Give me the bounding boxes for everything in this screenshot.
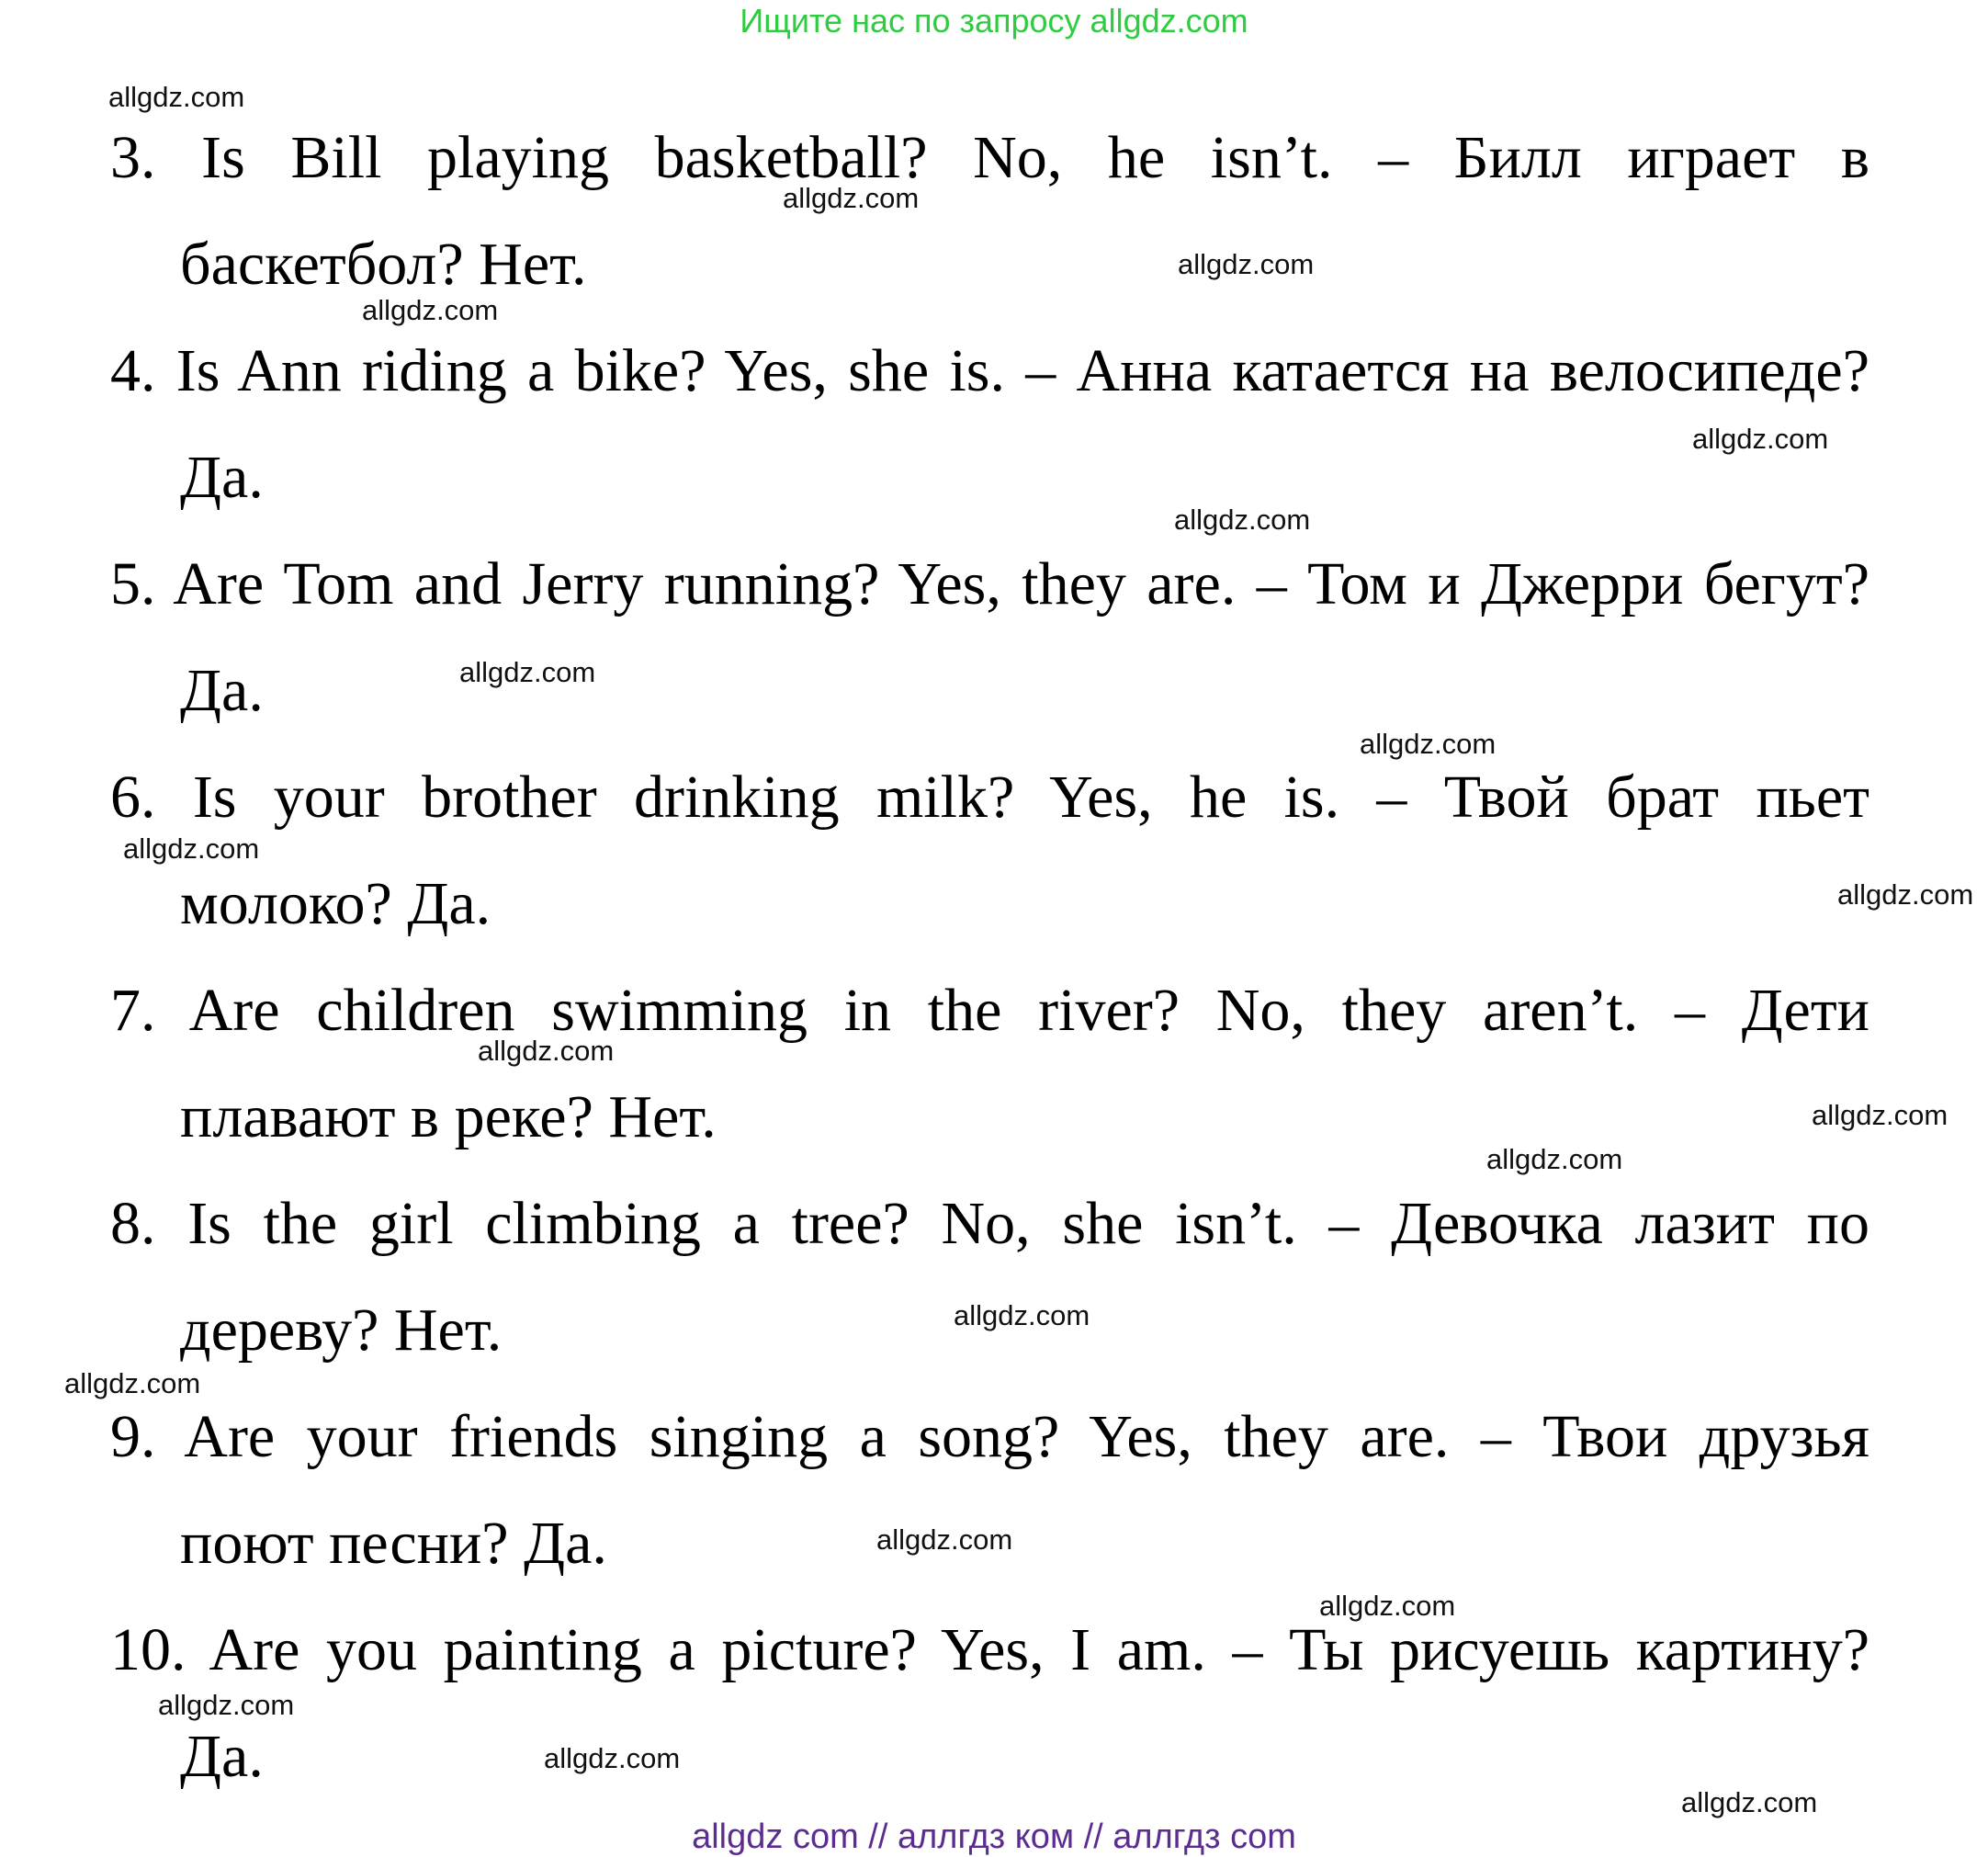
list-item-line: 10. Are you painting a picture? Yes, I am. – Ты рисуешь картину?	[110, 1616, 1869, 1683]
watermark: allgdz.com	[108, 81, 245, 113]
list-item-line: Да.	[180, 444, 264, 511]
footer-links[interactable]: allgdz com // аллгдз ком // аллгдз com	[692, 1817, 1296, 1856]
watermark: allgdz.com	[362, 294, 499, 326]
watermark: allgdz.com	[876, 1523, 1013, 1556]
list-item-line: Да.	[180, 657, 264, 724]
watermark: allgdz.com	[1360, 728, 1497, 760]
list-item-line: 9. Are your friends singing a song? Yes, they are. – Твои друзья	[110, 1403, 1869, 1470]
watermark: allgdz.com	[158, 1689, 295, 1721]
list-item-line: 4. Is Ann riding a bike? Yes, she is. – Анна катается на велосипеде?	[110, 337, 1869, 404]
watermark: allgdz.com	[1812, 1099, 1948, 1131]
list-item-line: поют песни? Да.	[180, 1510, 607, 1577]
watermark: allgdz.com	[1319, 1590, 1456, 1622]
watermark: allgdz.com	[1174, 504, 1311, 536]
list-item-line: Да.	[180, 1723, 264, 1790]
watermark: allgdz.com	[1837, 878, 1974, 911]
list-item-line: 5. Are Tom and Jerry running? Yes, they are. – Том и Джерри бегут?	[110, 550, 1869, 617]
watermark: allgdz.com	[1681, 1786, 1818, 1818]
watermark: allgdz.com	[1692, 423, 1829, 455]
watermark: allgdz.com	[954, 1299, 1090, 1331]
watermark: allgdz.com	[459, 656, 596, 688]
list-item-line: 8. Is the girl climbing a tree? No, she isn’t. – Девочка лазит по	[110, 1190, 1869, 1257]
watermark: allgdz.com	[1486, 1143, 1623, 1175]
watermark: allgdz.com	[478, 1035, 615, 1067]
top-banner[interactable]: Ищите нас по запросу allgdz.com	[740, 2, 1248, 40]
list-item-line: 3. Is Bill playing basketball? No, he isn’t. – Билл играет в	[110, 124, 1869, 191]
watermark: allgdz.com	[783, 182, 920, 214]
watermark: allgdz.com	[123, 832, 260, 865]
list-item-line: 7. Are children swimming in the river? No, they aren’t. – Дети	[110, 977, 1869, 1044]
list-item-line: 6. Is your brother drinking milk? Yes, he is. – Твой брат пьет	[110, 764, 1869, 831]
watermark: allgdz.com	[1178, 248, 1315, 280]
list-item-line: плавают в реке? Нет.	[180, 1083, 717, 1150]
list-item-line: молоко? Да.	[180, 870, 491, 937]
watermark: allgdz.com	[64, 1367, 201, 1399]
list-item-line: баскетбол? Нет.	[180, 231, 587, 298]
watermark: allgdz.com	[544, 1742, 681, 1774]
list-item-line: дереву? Нет.	[180, 1297, 503, 1364]
